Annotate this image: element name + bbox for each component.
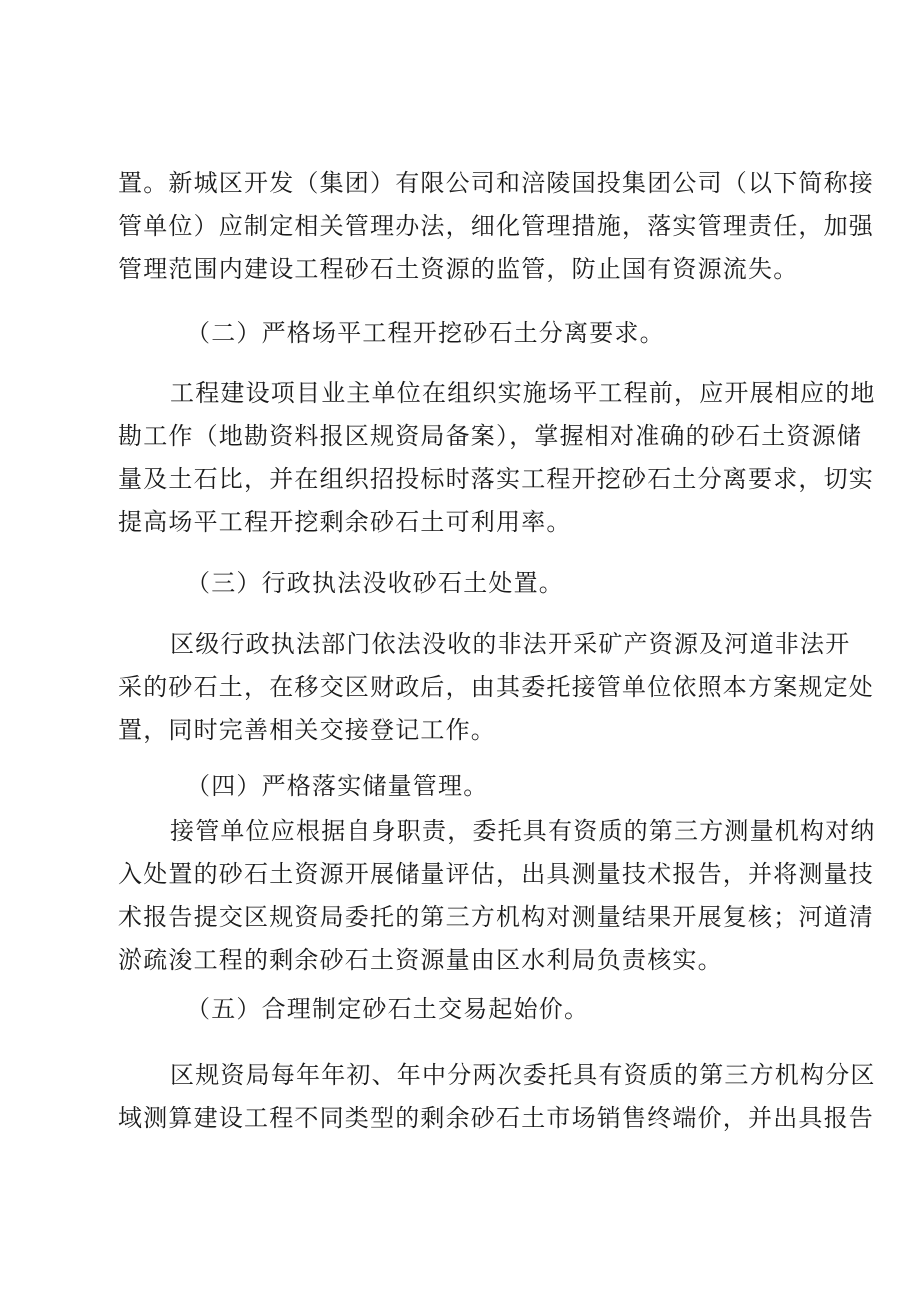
- paragraph-line: 提高场平工程开挖剩余砂石土可利用率。: [118, 508, 572, 536]
- paragraph-line: 区规资局每年年初、年中分两次委托具有资质的第三方机构分区: [170, 1061, 876, 1089]
- paragraph-line: 量及土石比，并在组织招投标时落实工程开挖砂石土分离要求，切实: [118, 465, 874, 493]
- paragraph-line: 术报告提交区规资局委托的第三方机构对测量结果开展复核；河道清: [118, 903, 874, 931]
- paragraph-line: 置。新城区开发（集团）有限公司和涪陵国投集团公司（以下简称接: [118, 169, 874, 197]
- paragraph-line: 域测算建设工程不同类型的剩余砂石土市场销售终端价，并出具报告: [118, 1104, 874, 1132]
- paragraph-line: 入处置的砂石土资源开展储量评估，出具测量技术报告，并将测量技: [118, 860, 874, 888]
- paragraph-line: 接管单位应根据自身职责，委托具有资质的第三方测量机构对纳: [170, 817, 876, 845]
- paragraph-line: 勘工作（地勘资料报区规资局备案），掌握相对准确的砂石土资源储: [118, 422, 862, 450]
- paragraph-line: 采的砂石土，在移交区财政后，由其委托接管单位依照本方案规定处: [118, 673, 874, 701]
- paragraph-line: 区级行政执法部门依法没收的非法开采矿产资源及河道非法开: [170, 630, 851, 658]
- section-heading: （五）合理制定砂石土交易起始价。: [186, 995, 590, 1023]
- paragraph-line: 工程建设项目业主单位在组织实施场平工程前，应开展相应的地: [170, 379, 876, 407]
- section-heading: （四）严格落实储量管理。: [186, 772, 489, 800]
- paragraph-line: 管单位）应制定相关管理办法，细化管理措施，落实管理责任，加强: [118, 212, 874, 240]
- section-heading: （三）行政执法没收砂石土处置。: [186, 569, 564, 597]
- section-heading: （二）严格场平工程开挖砂石土分离要求。: [186, 319, 665, 347]
- paragraph-line: 管理范围内建设工程砂石土资源的监管，防止国有资源流失。: [118, 255, 799, 283]
- paragraph-line: 淤疏浚工程的剩余砂石土资源量由区水利局负责核实。: [118, 946, 723, 974]
- paragraph-line: 置，同时完善相关交接登记工作。: [118, 716, 496, 744]
